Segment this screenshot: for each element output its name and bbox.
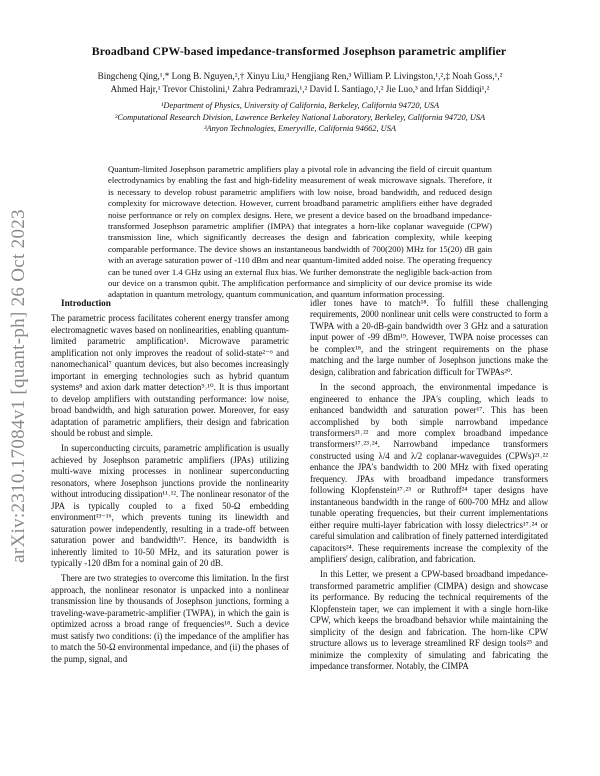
section-heading-introduction: Introduction	[61, 298, 111, 308]
abstract: Quantum-limited Josephson parametric amplifiers play a pivotal role in advancing the field of circuit quantum electrodynamics by enabling the fast and high-fidelity measurement of weak microwave signals. Therefore, it is necessary to develop robust parametric amplifiers with low noise, broad bandwidth, and reduced design complexity for microwave detection. However, current broadband parametric amplifiers either have degraded noise performance or rely on complex designs. Here, we present a device based on the broadband impedance-transformed Josephson parametric amplifier (IMPA) that integrates a horn-like coplanar waveguide (CPW) transmission line, which significantly decreases the design and fabrication complexity, while keeping comparable performance. The device shows an instantaneous bandwidth of 700(200) MHz for 15(20) dB gain with an average saturation power of -110 dBm and near quantum-limited added noise. The operating frequency can be tuned over 1.4 GHz using an external flux bias. We further demonstrate the negligible back-action from our device on a transmon qubit. The amplification performance and simplicity of our device promise its wide adaptation in quantum metrology, quantum communication, and quantum information processing.	[108, 164, 492, 300]
author-line-1: Bingcheng Qing,¹,* Long B. Nguyen,²,† Xinyu Liu,³ Hengjiang Ren,³ William P. Livingston,¹,²,‡ Noah Goss,¹,²	[97, 71, 503, 81]
intro-paragraph-1: The parametric process facilitates coherent energy transfer among electromagnetic waves based on nonlinearities, enabling quantum-limited parametric amplification¹. Microwave parametric amplification not only improves the readout of solid-state²⁻⁶ and nanomechanical⁷ quantum devices, but also becomes increasingly important in emerging technologies such as hybrid quantum systems⁸ and axion dark matter detection⁹˒¹⁰. It is thus important to develop amplifiers with outstanding performance: low noise, broad bandwidth, and high saturation power. Moreover, for easy adaptation of parametric amplifiers, their design and fabrication should be robust and simple.	[51, 313, 289, 438]
author-list	[60, 70, 540, 95]
paper-title: Broadband CPW-based impedance-transformed Josephson parametric amplifier	[91, 44, 507, 58]
affiliation-list	[60, 100, 540, 135]
intro-paragraph-3-continued: idler tones have to match¹⁸. To fulfill these challenging requirements, 2000 nonlinear unit cells were constructed to form a TWPA with a 20-dB-gain bandwidth over 3 GHz and a saturation input power of -99 dBm¹⁹. However, TWPA noise processes can be complex¹⁸, and the stringent requirements on the phase matching and the large number of Josephson junctions make the design, calibration and fabrication difficult for TWPAs²⁰.	[310, 298, 548, 377]
left-column	[51, 298, 289, 665]
intro-paragraph-5: In this Letter, we present a CPW-based broadband impedance-transformed parametric amplifier (CIMPA) design and showcase its performance. By reducing the technical requirements of the Klopfenstein taper, we can implement it with a single horn-like CPW, which keeps the broadband behavior while maintaining the simplicity of the design and fabrication. The horn-like CPW structure allows us to leverage streamlined RF design tools²⁵ and minimize the complexity of simulating and fabricating the impedance transformer. Notably, the CIMPA	[310, 569, 548, 672]
author-line-2: Ahmed Hajr,¹ Trevor Chistolini,¹ Zahra Pedramrazi,¹,² David I. Santiago,¹,² Jie Luo,³ and Irfan Siddiqi¹,²	[110, 83, 490, 94]
intro-paragraph-2: In superconducting circuits, parametric amplification is usually achieved by Josephson parametric amplifiers (JPAs) utilizing multi-wave mixing processes in nonlinear superconducting resonators, where Josephson junctions provide the nonlinearity without introducing dissipation¹¹˒¹². The nonlinear resonator of the JPA is typically coupled to a fixed 50-Ω embedding environment¹³⁻¹⁶, which prevents tuning its linewidth and saturation power independently, resulting in a trade-off between saturation power and bandwidth¹⁷. Hence, its bandwidth is inherently limited to 10-50 MHz, and its saturation power is typically -120 dBm for a nominal gain of 20 dB.	[51, 443, 289, 568]
arxiv-id-text: arXiv:2310.17084v1 [quant-ph] 26 Oct 2023	[8, 209, 29, 563]
arxiv-identifier-stamp	[8, 196, 30, 576]
affiliation-2: ²Computational Research Division, Lawrence Berkeley National Laboratory, Berkeley, California 94720, USA	[114, 112, 486, 122]
intro-paragraph-4: In the second approach, the environmental impedance is engineered to enhance the JPA's coupling, which leads to enhanced bandwidth and saturation power¹⁷. This has been accomplished by both simple narrowband impedance transformers²¹˒²² and more complex broadband impedance transformers¹⁷˒²³˒²⁴. Narrowband impedance transformers constructed using λ/4 and λ/2 coplanar-waveguides (CPWs)²¹˒²² enhance the JPA's bandwidth to 200 MHz with fixed operating frequency. JPAs with broadband impedance transformers following Klopfenstein¹⁷˒²³ or Ruthroff²⁴ taper designs have instantaneous bandwidth in the range of 600-700 MHz and allow tunable operating frequencies, but their current implementations either require multi-layer fabrication with lossy dielectrics¹⁷˒²⁴ or careful simulation and calibration of finely patterned interdigitated capacitors²⁴. These requirements increase the complexity of the amplifiers' design, calibration, and fabrication.	[310, 382, 548, 564]
affiliation-3: ³Anyon Technologies, Emeryville, California 94662, USA	[203, 124, 396, 133]
right-column	[310, 298, 548, 673]
intro-paragraph-3: There are two strategies to overcome this limitation. In the first approach, the nonlinear resonator is unpacked into a nonlinear transmission line by thousands of Josephson junctions, forming a traveling-wave-parametric-amplifier (TWPA), in which the gain is optimized across a broad range of frequencies¹⁸. Such a device must satisfy two conditions: (i) the impedance of the amplifier has to match the 50-Ω environmental impedance, and (ii) the phases of the pump, signal, and	[51, 573, 289, 664]
affiliation-1: ¹Department of Physics, University of California, Berkeley, California 94720, USA	[160, 101, 440, 110]
